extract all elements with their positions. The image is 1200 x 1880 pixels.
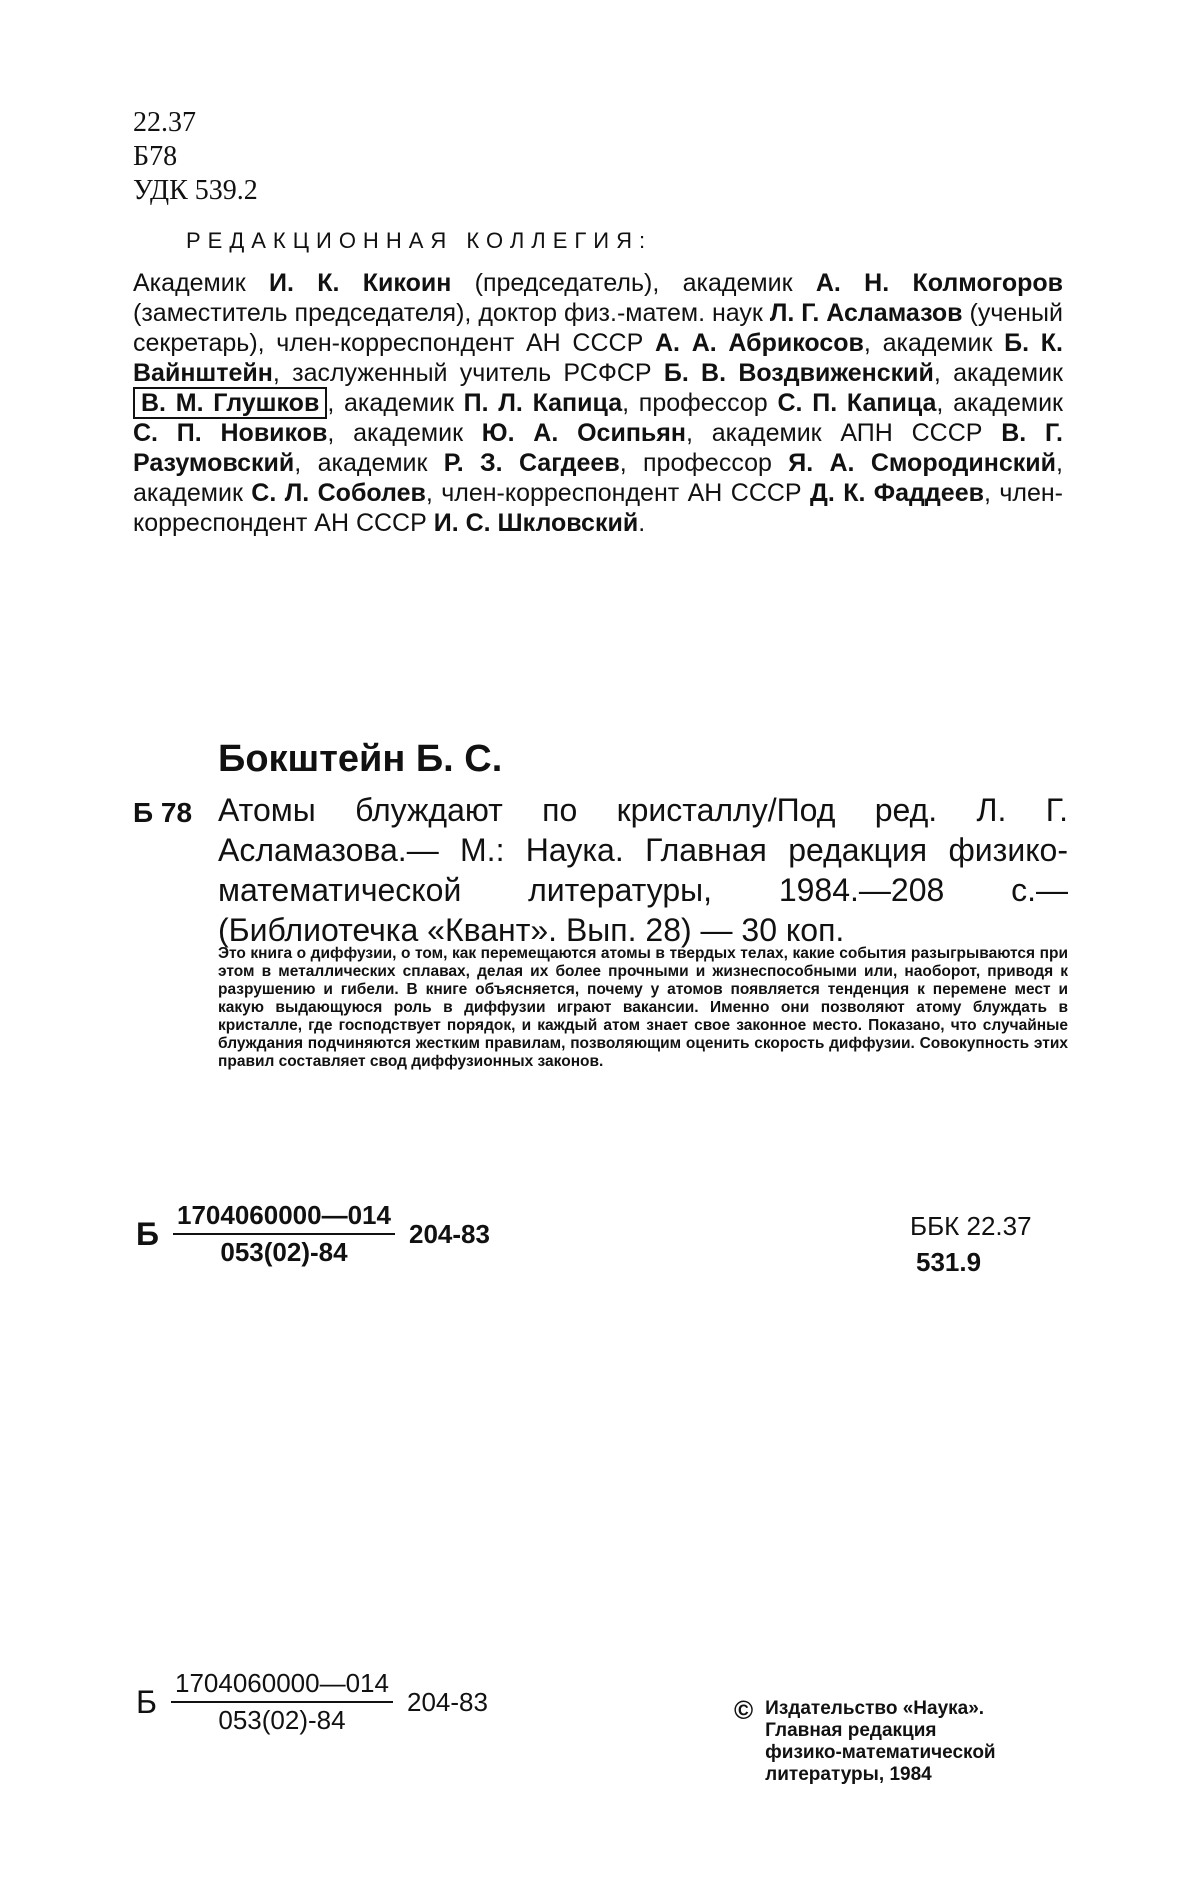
member-name: С. П. Новиков [133, 419, 328, 447]
text: , академик [933, 359, 1063, 387]
member-name: Б. К. Вайнштейн [133, 329, 1063, 387]
bibliographic-description: Атомы блуждают по кристаллу/Под ред. Л. Г. Асламазова.— М.: Наука. Главная редакция физико-математической литературы, 1984.—208 с.— (Библиотечка «Квант». Вып. 28) — 30 коп. [218, 792, 1068, 948]
code-letter: Б [136, 1683, 157, 1720]
member-name: Р. З. Сагдеев [443, 449, 620, 477]
member-name: Л. Г. Асламазов [769, 299, 963, 327]
catalog-code-block-2 [136, 1668, 488, 1736]
code-suffix: 204-83 [406, 1686, 488, 1717]
code-suffix: 204-83 [408, 1218, 490, 1249]
annotation-text: Это книга о диффузии, о том, как перемещаются атомы в твердых телах, какие события разыгрываются при этом в металлических сплавах, делая их более прочными и жизнеспособными или, наоборот, приводя к разрушению и гибели. В книге объясняется, почему у атомов появляется тенденция к перемене мест и какую выдающуюся роль в диффузии играют вакансии. Именно они позволяют атому блуждать в кристалле, где господствует порядок, и каждый атом знает свое законное место. Показано, что случайные блуждания подчиняются жестким правилам, позволяющим оценить скорость диффузии. Совокупность этих правил составляет свод диффузионных законов. [218, 945, 1068, 1070]
author-name: Бокштейн Б. С. [218, 738, 503, 780]
editorial-board-title: РЕДАКЦИОННАЯ КОЛЛЕГИЯ: [186, 228, 653, 253]
copyright-line: литературы, 1984 [765, 1764, 932, 1785]
text: Академик [133, 269, 269, 297]
text: , член-корреспондент АН СССР [425, 479, 811, 507]
code-letter: Б [136, 1215, 159, 1252]
member-name: В. Г. Разумовский [133, 419, 1064, 477]
member-name: Б. В. Воздвиженский [663, 359, 934, 387]
member-name: Д. К. Фаддеев [810, 479, 984, 507]
bbk-code: 22.37 [133, 107, 196, 138]
code-numerator: 1704060000—014 [173, 1200, 395, 1235]
member-name-boxed: В. М. Глушков [133, 387, 327, 419]
text: (председатель), академик [451, 269, 816, 297]
text: (заместитель председателя), доктор физ.-матем. наук [133, 299, 770, 327]
text: , член-корреспондент АН СССР [133, 479, 1063, 537]
member-name: И. К. Кикоин [268, 269, 452, 297]
text: , академик [863, 329, 1005, 357]
member-name: Я. А. Смородинский [788, 449, 1057, 477]
text: . [638, 509, 646, 537]
catalog-code-block-1 [136, 1200, 490, 1268]
text: , академик [133, 449, 1063, 507]
copyright-lines [765, 1698, 995, 1786]
code-fraction [173, 1200, 395, 1268]
bbk-block [910, 1208, 1032, 1280]
member-name: И. С. Шкловский [433, 509, 639, 537]
text: , профессор [619, 449, 789, 477]
copyright-notice [734, 1695, 996, 1786]
member-name: А. А. Абрикосов [655, 329, 864, 357]
text: , заслуженный учитель РСФСР [272, 359, 664, 387]
copyright-line: физико-математической [765, 1742, 996, 1763]
text: , академик [936, 389, 1063, 417]
text: , профессор [622, 389, 778, 417]
member-name: П. Л. Капица [463, 389, 623, 417]
code-denominator: 053(02)-84 [220, 1237, 348, 1267]
bbk-line-2: 531.9 [916, 1247, 982, 1277]
text: , академик [327, 419, 482, 447]
author-mark-label: Б 78 [133, 797, 193, 828]
text: , академик [327, 389, 464, 417]
bbk-line-1: ББК 22.37 [910, 1211, 1032, 1241]
copyright-icon: © [734, 1695, 754, 1725]
code-denominator: 053(02)-84 [218, 1705, 346, 1735]
code-fraction [171, 1668, 393, 1736]
member-name: С. Л. Соболев [251, 479, 426, 507]
copyright-line: Издательство «Наука». [765, 1698, 985, 1719]
text: , академик [294, 449, 444, 477]
text: (ученый секретарь), член-корреспондент АН СССР [133, 299, 1063, 357]
editorial-board-members [133, 268, 1063, 538]
member-name: С. П. Капица [777, 389, 937, 417]
text: , академик АПН СССР [685, 419, 1002, 447]
copyright-line: Главная редакция [765, 1720, 937, 1741]
code-numerator: 1704060000—014 [171, 1668, 393, 1703]
member-name: А. Н. Колмогоров [815, 269, 1063, 297]
author-mark: Б78 [133, 141, 178, 172]
udc-code: УДК 539.2 [133, 175, 258, 206]
classification-codes [133, 106, 258, 208]
member-name: Ю. А. Осипьян [481, 419, 686, 447]
